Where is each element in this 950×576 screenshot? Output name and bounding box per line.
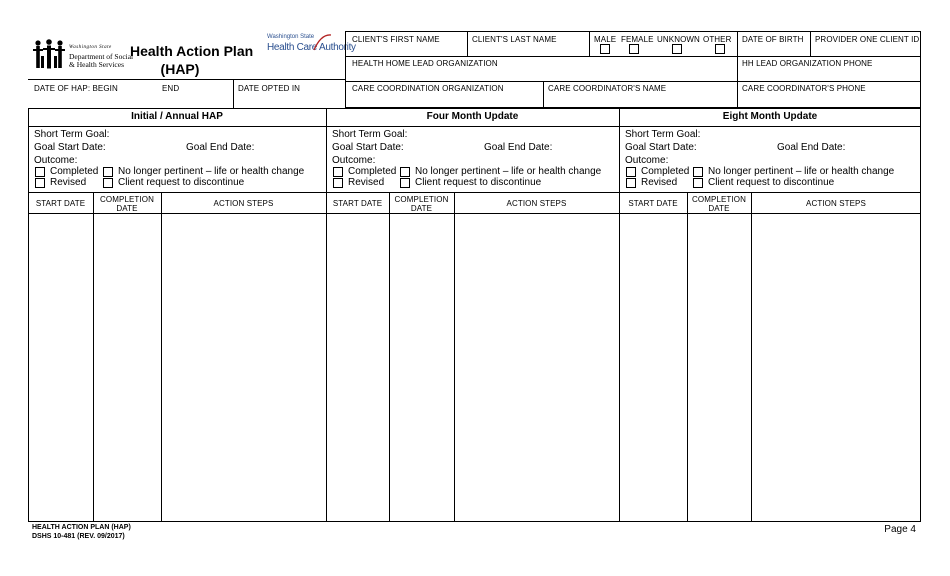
gender-other-label: OTHER <box>703 35 732 44</box>
s3-short-term-goal-label: Short Term Goal: <box>625 129 701 140</box>
hca-logo-text: Health Care Authority <box>267 42 356 53</box>
opted-in-field[interactable] <box>236 94 342 106</box>
hh-lead-org-phone-label: HH LEAD ORGANIZATION PHONE <box>742 59 873 68</box>
hca-swoosh-icon <box>312 32 332 52</box>
s2-outcome-label: Outcome: <box>332 155 376 166</box>
s2-action-steps-area[interactable] <box>456 215 617 520</box>
care-coord-name-field[interactable] <box>546 94 734 106</box>
s2-goal-end-label: Goal End Date: <box>484 142 553 153</box>
provider-one-id-field[interactable] <box>813 45 918 55</box>
s2-completion-date-area[interactable] <box>391 215 452 520</box>
s2-goal-start-label: Goal Start Date: <box>332 142 404 153</box>
s3-completed-label: Completed <box>641 166 690 177</box>
dshs-logo-line1: Department of Social <box>69 52 134 61</box>
s3-col-completion-line1: COMPLETION <box>692 195 746 204</box>
s3-col-start-date: START DATE <box>628 199 678 208</box>
page-title <box>130 43 254 77</box>
s1-start-date-area[interactable] <box>30 215 91 520</box>
hap-end-field[interactable] <box>158 94 230 106</box>
s3-discontinue-checkbox[interactable] <box>693 178 703 188</box>
s2-not-pertinent-label: No longer pertinent – life or health change <box>415 166 602 177</box>
dshs-figures-icon <box>32 38 66 70</box>
s2-completed-label: Completed <box>348 166 397 177</box>
s3-outcome-label: Outcome: <box>625 155 669 166</box>
gender-male-checkbox[interactable] <box>600 44 610 54</box>
first-name-label: CLIENT'S FIRST NAME <box>352 35 440 44</box>
last-name-field[interactable] <box>470 45 586 55</box>
s2-short-term-goal-label: Short Term Goal: <box>332 129 408 140</box>
s2-not-pertinent-checkbox[interactable] <box>400 167 410 177</box>
s2-col-action-steps: ACTION STEPS <box>506 199 567 208</box>
hap-begin-label: DATE OF HAP: BEGIN <box>34 84 118 93</box>
s3-goal-start-label: Goal Start Date: <box>625 142 697 153</box>
hh-lead-org-phone-field[interactable] <box>740 69 918 80</box>
hca-logo <box>266 34 356 58</box>
gender-male-label: MALE <box>594 35 617 44</box>
s3-col-completion-line2: DATE <box>708 204 730 213</box>
s1-not-pertinent-label: No longer pertinent – life or health change <box>118 166 305 177</box>
hh-lead-org-label: HEALTH HOME LEAD ORGANIZATION <box>352 59 498 68</box>
dshs-logo-small-text: Washington State <box>69 45 112 50</box>
care-coord-phone-label: CARE COORDINATOR'S PHONE <box>742 84 866 93</box>
s2-start-date-area[interactable] <box>328 215 387 520</box>
opted-in-label: DATE OPTED IN <box>238 84 301 93</box>
hh-lead-org-field[interactable] <box>348 69 734 80</box>
care-coord-org-field[interactable] <box>348 94 540 106</box>
footer-form-number: DSHS 10-481 (REV. 09/2017) <box>32 533 125 540</box>
s2-revised-checkbox[interactable] <box>333 178 343 188</box>
section-eight-month-title: Eight Month Update <box>722 111 818 122</box>
s3-revised-checkbox[interactable] <box>626 178 636 188</box>
date-of-birth-field[interactable] <box>740 45 808 55</box>
s1-discontinue-label: Client request to discontinue <box>118 177 245 188</box>
provider-one-id-label: PROVIDER ONE CLIENT ID <box>815 35 920 44</box>
s1-col-completion-line1: COMPLETION <box>100 195 154 204</box>
s3-discontinue-label: Client request to discontinue <box>708 177 835 188</box>
s1-revised-label: Revised <box>50 177 87 188</box>
s3-not-pertinent-checkbox[interactable] <box>693 167 703 177</box>
s2-col-completion-line2: DATE <box>410 204 433 213</box>
s1-goal-start-label: Goal Start Date: <box>34 142 106 153</box>
s1-col-completion-line2: DATE <box>116 204 138 213</box>
gender-other-checkbox[interactable] <box>715 44 725 54</box>
gender-female-checkbox[interactable] <box>629 44 639 54</box>
section-four-month-title: Four Month Update <box>426 111 519 122</box>
s1-completion-date-area[interactable] <box>95 215 159 520</box>
s1-col-action-steps: ACTION STEPS <box>213 199 274 208</box>
s1-completed-checkbox[interactable] <box>35 167 45 177</box>
s1-action-steps-area[interactable] <box>163 215 324 520</box>
s3-completion-date-area[interactable] <box>689 215 749 520</box>
dshs-logo <box>32 38 134 72</box>
hca-logo-small-text: Washington State <box>267 34 315 40</box>
dshs-logo-line2: & Health Services <box>69 60 124 69</box>
s2-revised-label: Revised <box>348 177 385 188</box>
s3-completed-checkbox[interactable] <box>626 167 636 177</box>
s2-discontinue-label: Client request to discontinue <box>415 177 542 188</box>
footer-page-number: Page 4 <box>884 524 916 535</box>
hap-end-label: END <box>162 84 180 93</box>
s2-completed-checkbox[interactable] <box>333 167 343 177</box>
s1-not-pertinent-checkbox[interactable] <box>103 167 113 177</box>
page-title-line1: Health Action Plan <box>130 43 254 59</box>
gender-female-label: FEMALE <box>621 35 654 44</box>
gender-unknown-label: UNKNOWN <box>657 35 700 44</box>
date-of-birth-label: DATE OF BIRTH <box>742 35 804 44</box>
s2-col-start-date: START DATE <box>332 199 383 208</box>
s1-col-start-date: START DATE <box>35 199 86 208</box>
s3-action-steps-area[interactable] <box>753 215 919 520</box>
s3-goal-end-label: Goal End Date: <box>777 142 846 153</box>
s2-col-completion-line1: COMPLETION <box>394 195 449 204</box>
s1-short-term-goal-label: Short Term Goal: <box>34 129 110 140</box>
last-name-label: CLIENT'S LAST NAME <box>472 35 557 44</box>
s3-not-pertinent-label: No longer pertinent – life or health change <box>708 166 895 177</box>
care-coord-org-label: CARE COORDINATION ORGANIZATION <box>352 84 504 93</box>
section-initial-title: Initial / Annual HAP <box>131 111 223 122</box>
s3-start-date-area[interactable] <box>621 215 685 520</box>
care-coord-name-label: CARE COORDINATOR'S NAME <box>548 84 667 93</box>
footer-form-name: HEALTH ACTION PLAN (HAP) <box>32 524 131 531</box>
s1-revised-checkbox[interactable] <box>35 178 45 188</box>
s2-discontinue-checkbox[interactable] <box>400 178 410 188</box>
s1-goal-end-label: Goal End Date: <box>186 142 255 153</box>
care-coord-phone-field[interactable] <box>740 94 918 106</box>
s1-completed-label: Completed <box>50 166 99 177</box>
s3-col-action-steps: ACTION STEPS <box>806 199 866 208</box>
page-title-line2: (HAP) <box>160 61 200 77</box>
s1-discontinue-checkbox[interactable] <box>103 178 113 188</box>
first-name-field[interactable] <box>348 45 464 55</box>
hap-begin-field[interactable] <box>32 94 152 106</box>
s1-outcome-label: Outcome: <box>34 155 78 166</box>
s3-revised-label: Revised <box>641 177 678 188</box>
gender-unknown-checkbox[interactable] <box>672 44 682 54</box>
